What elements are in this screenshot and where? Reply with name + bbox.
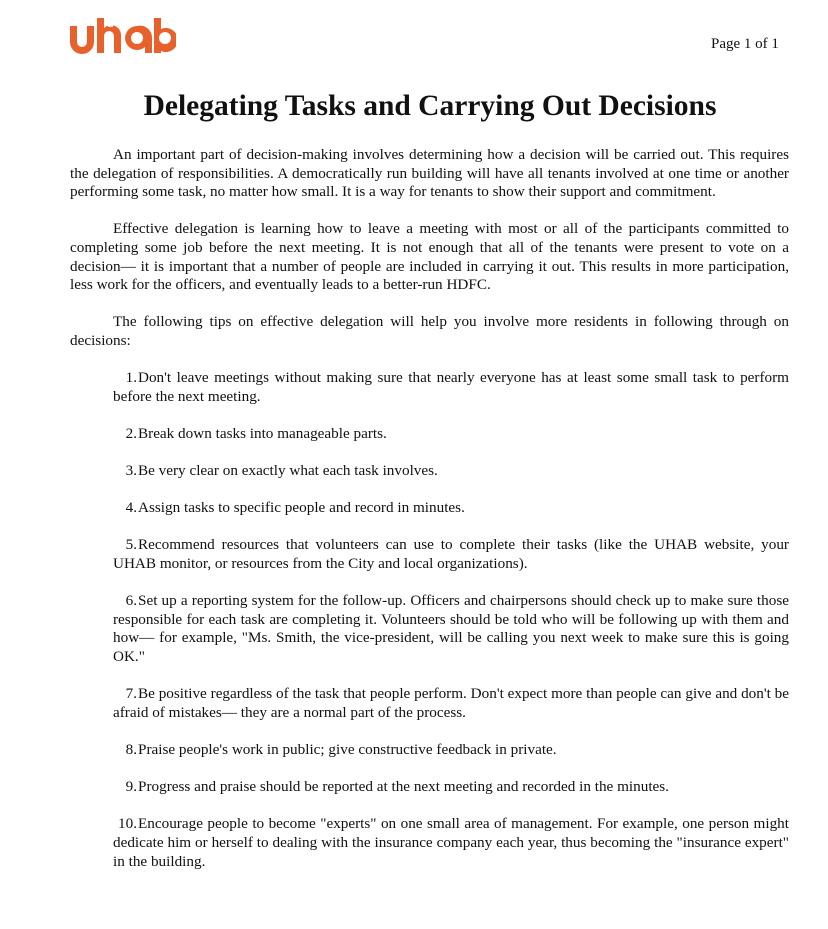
list-item-number: 2. — [125, 424, 137, 442]
list-item-text: Progress and praise should be reported at the next meeting and recorded in the minutes. — [138, 778, 669, 796]
list-item-number: 7. — [125, 685, 137, 703]
list-item-number: 3. — [125, 462, 137, 480]
list-item — [70, 499, 789, 518]
list-item-number: 6. — [125, 592, 137, 610]
list-item-number: 9. — [125, 778, 137, 796]
list-item-text: Assign tasks to specific people and record in minutes. — [138, 499, 465, 517]
list-item — [70, 685, 789, 722]
list-item — [70, 592, 789, 666]
list-item — [70, 536, 789, 573]
list-item-text: Recommend resources that volunteers can use to complete their tasks (like the UHAB website, your UHAB monitor, or resources from the City and local organizations). — [113, 536, 789, 573]
tips-intro-paragraph: The following tips on effective delegation will help you involve more residents in following through on decisions: — [70, 313, 789, 349]
list-item — [70, 369, 789, 406]
list-item-number: 8. — [125, 741, 137, 758]
list-item-number: 1. — [125, 369, 137, 387]
list-item — [70, 741, 789, 760]
list-item-text: Praise people's work in public; give constructive feedback in private. — [138, 741, 557, 758]
list-item-text: Don't leave meetings without making sure that nearly everyone has at least some small task to perform before the next meeting. — [113, 369, 789, 405]
list-item-number: 5. — [125, 536, 137, 554]
list-item-text: Set up a reporting system for the follow-up. Officers and chairpersons should check up to make sure those responsible for each task are completing it. Volunteers should be told who will be following up with them and how— for example, "Ms. Smith, the vice-president, will be calling you next week to make sure this is going OK." — [113, 592, 789, 666]
uhab-logo — [68, 16, 176, 54]
list-item-number: 4. — [125, 499, 137, 517]
list-item — [70, 815, 789, 871]
list-item-text: Break down tasks into manageable parts. — [138, 424, 387, 442]
list-item — [70, 425, 789, 444]
document-title: Delegating Tasks and Carrying Out Decisions — [143, 90, 717, 122]
page-number: Page 1 of 1 — [711, 36, 779, 52]
tips-list — [70, 369, 789, 871]
list-item-text: Be very clear on exactly what each task involves. — [138, 462, 438, 480]
list-item — [70, 778, 789, 797]
delegation-paragraph: Effective delegation is learning how to leave a meeting with most or all of the participants committed to completing some job before the next meeting. It is not enough that all of the tenants were present to vote on a decision— it is important that a number of people are included in carrying it out. This results in more participation, less work for the officers, and eventually leads to a better-run HDFC. — [70, 220, 789, 294]
list-item-text: Encourage people to become "experts" on one small area of management. For example, one person might dedicate him or herself to dealing with the insurance company each year, thus becoming the "insurance expert" in the building. — [113, 815, 789, 870]
list-item-number: 10. — [118, 815, 137, 833]
intro-paragraph: An important part of decision-making involves determining how a decision will be carried out. This requires the delegation of responsibilities. A democratically run building will have all tenants involved at one time or another performing some task, no matter how small. It is a way for tenants to show their support and commitment. — [70, 146, 789, 201]
list-item — [70, 462, 789, 481]
list-item-text: Be positive regardless of the task that people perform. Don't expect more than people can give and don't be afraid of mistakes— they are a normal part of the process. — [113, 685, 789, 721]
document-body — [70, 146, 789, 890]
